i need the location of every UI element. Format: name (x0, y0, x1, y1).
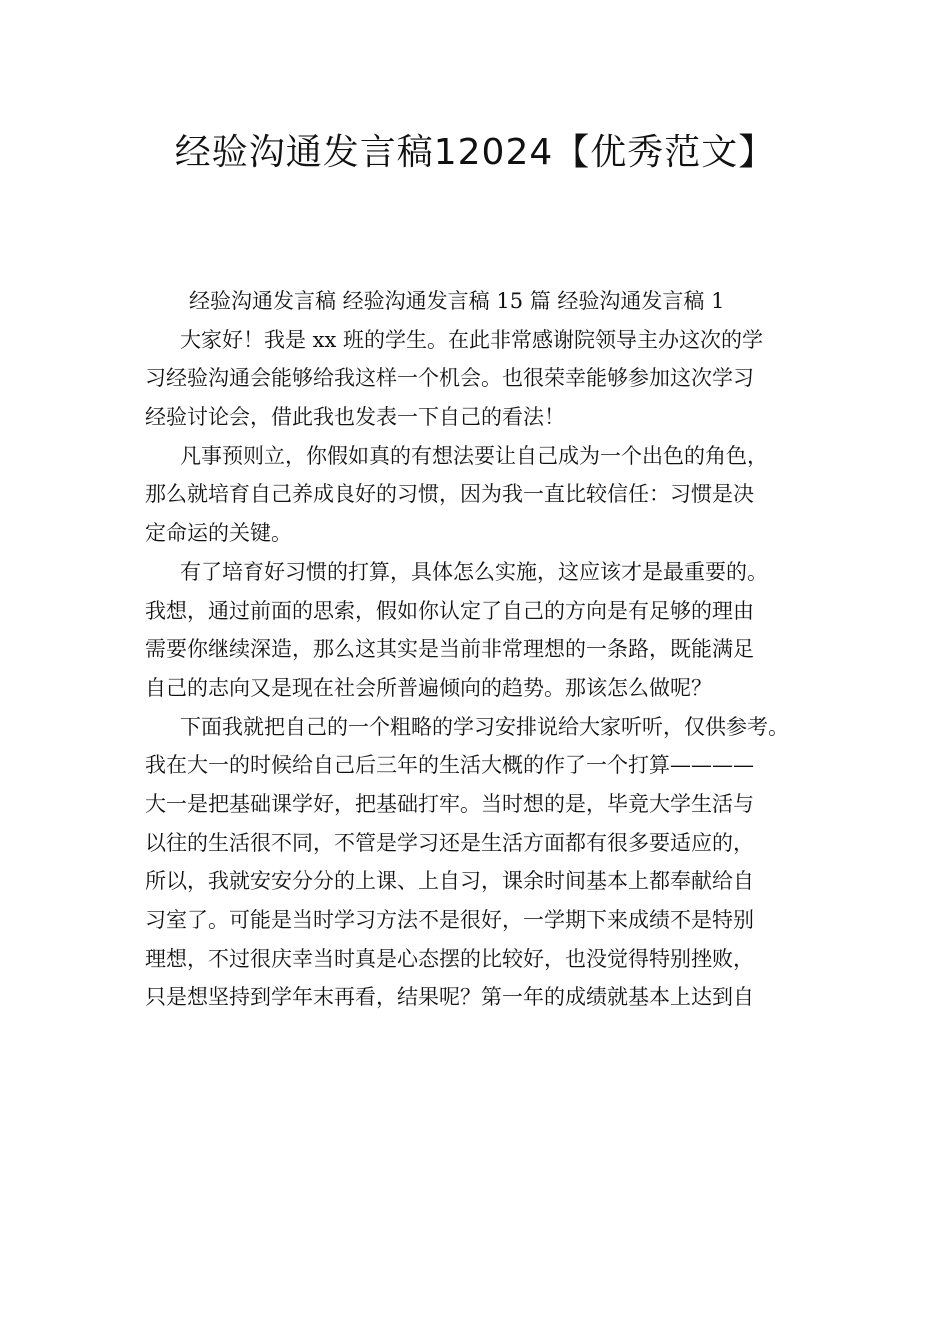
paragraph-line: 凡事预则立，你假如真的有想法要让自己成为一个出色的角色， (180, 443, 768, 468)
document-title: 经验沟通发言稿12024【优秀范文】 (174, 132, 776, 173)
paragraph-line: 习经验沟通会能够给我这样一个机会。也很荣幸能够参加这次学习 (145, 366, 754, 391)
paragraph-line: 我想，通过前面的思索，假如你认定了自己的方向是有足够的理由 (145, 598, 754, 623)
paragraph-line: 所以，我就安安分分的上课、上自习，课余时间基本上都奉献给自 (145, 869, 754, 894)
section-heading: 经验沟通发言稿 经验沟通发言稿 15 篇 经验沟通发言稿 1 (189, 289, 725, 313)
document-body (145, 282, 815, 1017)
paragraph-line: 我在大一的时候给自己后三年的生活大概的作了一个打算———— (145, 753, 754, 778)
paragraph-line: 习室了。可能是当时学习方法不是很好，一学期下来成绩不是特别 (145, 908, 754, 932)
paragraph-line: 那么就培育自己养成良好的习惯，因为我一直比较信任：习惯是决 (145, 482, 754, 507)
paragraph-line: 下面我就把自己的一个粗略的学习安排说给大家听听，仅供参考。 (180, 714, 789, 739)
paragraph-line: 大一是把基础课学好，把基础打牢。当时想的是，毕竟大学生活与 (145, 791, 754, 816)
paragraph-line: 自己的志向又是现在社会所普遍倾向的趋势。那该怎么做呢？ (145, 675, 712, 700)
paragraph-line: 定命运的关键。 (145, 521, 292, 546)
paragraph-line: 只是想坚持到学年末再看，结果呢？第一年的成绩就基本上达到自 (145, 985, 754, 1010)
paragraph-line: 理想，不过很庆幸当时真是心态摆的比较好，也没觉得特别挫败， (145, 946, 754, 971)
paragraph-line: 以往的生活很不同，不管是学习还是生活方面都有很多要适应的， (145, 830, 754, 855)
paragraph-line: 需要你继续深造，那么这其实是当前非常理想的一条路，既能满足 (145, 637, 754, 662)
paragraph-line: 有了培育好习惯的打算，具体怎么实施，这应该才是最重要的。 (180, 559, 768, 584)
paragraph-line: 经验讨论会，借此我也发表一下自己的看法！ (145, 405, 565, 430)
paragraph-line: 大家好！我是 xx 班的学生。在此非常感谢院领导主办这次的学 (180, 327, 764, 352)
